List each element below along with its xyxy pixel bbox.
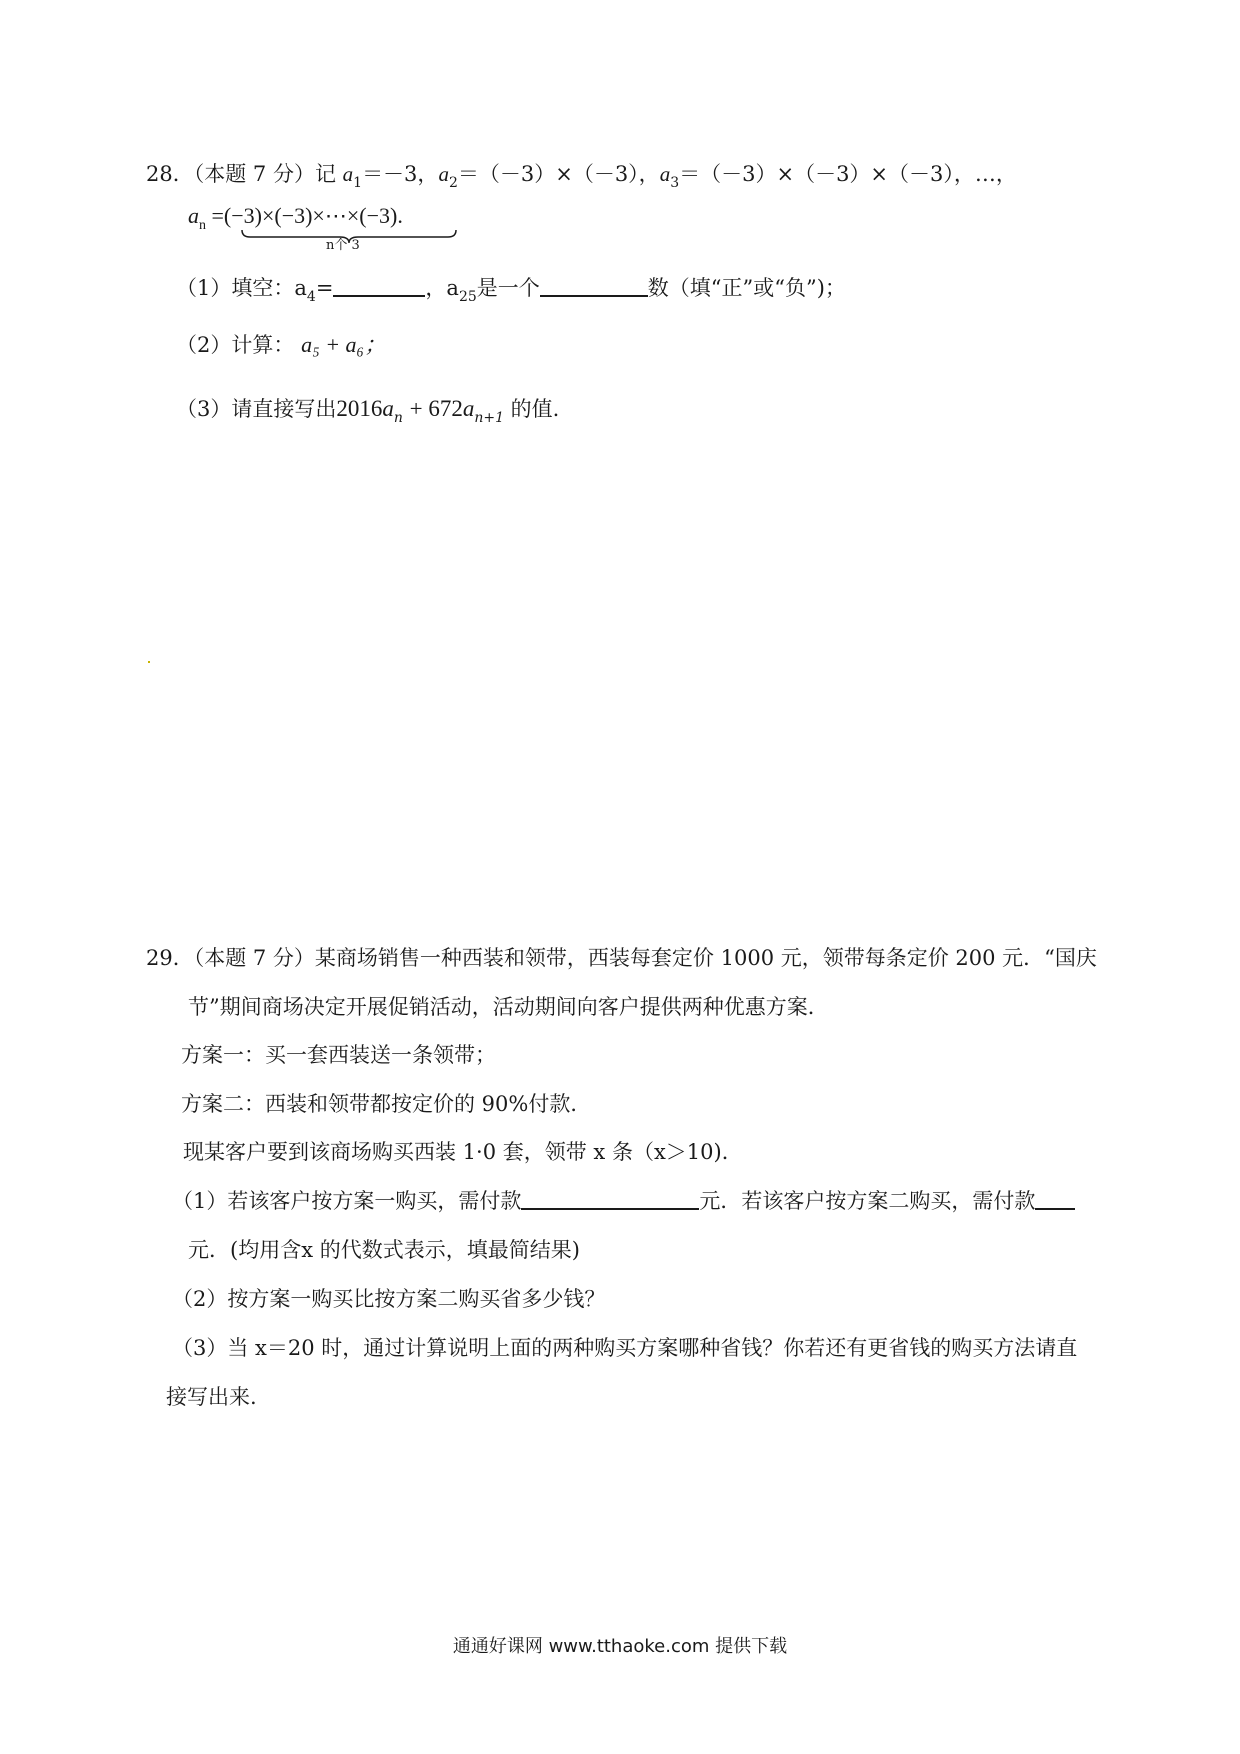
q28-part3: （3）请直接写出$2016a_n + 672a_{n+1}$ 的值. bbox=[176, 396, 560, 426]
q29-part3: （3）当 x＝20 时，通过计算说明上面的两种购买方案哪种省钱？你若还有更省钱的购买方法请直 bbox=[172, 1336, 1078, 1360]
q29-part1: （1）若该客户按方案一购买，需付款 元．若该客户按方案二购买，需付款 bbox=[172, 1187, 1075, 1215]
q29-line1: 29．（本题 7 分）某商场销售一种西装和领带，西装每套定价 1000 元，领带每条定价 200 元．“国庆 bbox=[146, 946, 1097, 970]
q28-part2: （2）计算： a₅ + a₆； bbox=[176, 332, 387, 357]
q29-plan2: 方案二：西装和领带都按定价的 90%付款． bbox=[181, 1092, 592, 1116]
an-product: =(−3)×(−3)×⋯×(−3) bbox=[211, 203, 398, 228]
footer-credit: 通通好课网 www.tthaoke.com 提供下载 bbox=[452, 1636, 788, 1657]
q29-plan1: 方案一：买一套西装送一条领带； bbox=[181, 1043, 496, 1067]
q29-line2: 节”期间商场决定开展促销活动，活动期间向客户提供两种优惠方案． bbox=[188, 995, 829, 1019]
answer-blank-plan2[interactable] bbox=[1035, 1188, 1075, 1210]
answer-blank-plan1[interactable] bbox=[521, 1188, 699, 1210]
stray-mark bbox=[148, 661, 150, 663]
part2-expression: a₅ + a₆； bbox=[301, 332, 387, 357]
q29-part3-cont: 接写出来. bbox=[166, 1385, 257, 1409]
q29-part2: （2）按方案一购买比按方案二购买省多少钱？ bbox=[172, 1287, 606, 1311]
brace-label: n个 3 bbox=[326, 238, 360, 253]
q28-an-definition: $a_n$ =(−3)×(−3)×⋯×(−3). bbox=[188, 203, 403, 233]
answer-blank-a4[interactable] bbox=[333, 275, 425, 297]
q28-part1: （1）填空：$a_4=$ ，$a_{25}$是一个 数（填“正”或“负”)； bbox=[176, 276, 846, 305]
q28-intro: 28．（本题 7 分）记 $a_1=-3$，$a_2=(-3)\times(-3)$，$a_3=(-3)\times(-3)\times(-3)$，…， bbox=[146, 162, 1017, 191]
q29-part1-cont: 元．(均用含x 的代数式表示，填最简结果) bbox=[188, 1238, 580, 1262]
answer-blank-sign[interactable] bbox=[540, 275, 648, 297]
q29-condition: 现某客户要到该商场购买西装 1·0 套，领带 x 条（x＞10)． bbox=[183, 1140, 743, 1164]
